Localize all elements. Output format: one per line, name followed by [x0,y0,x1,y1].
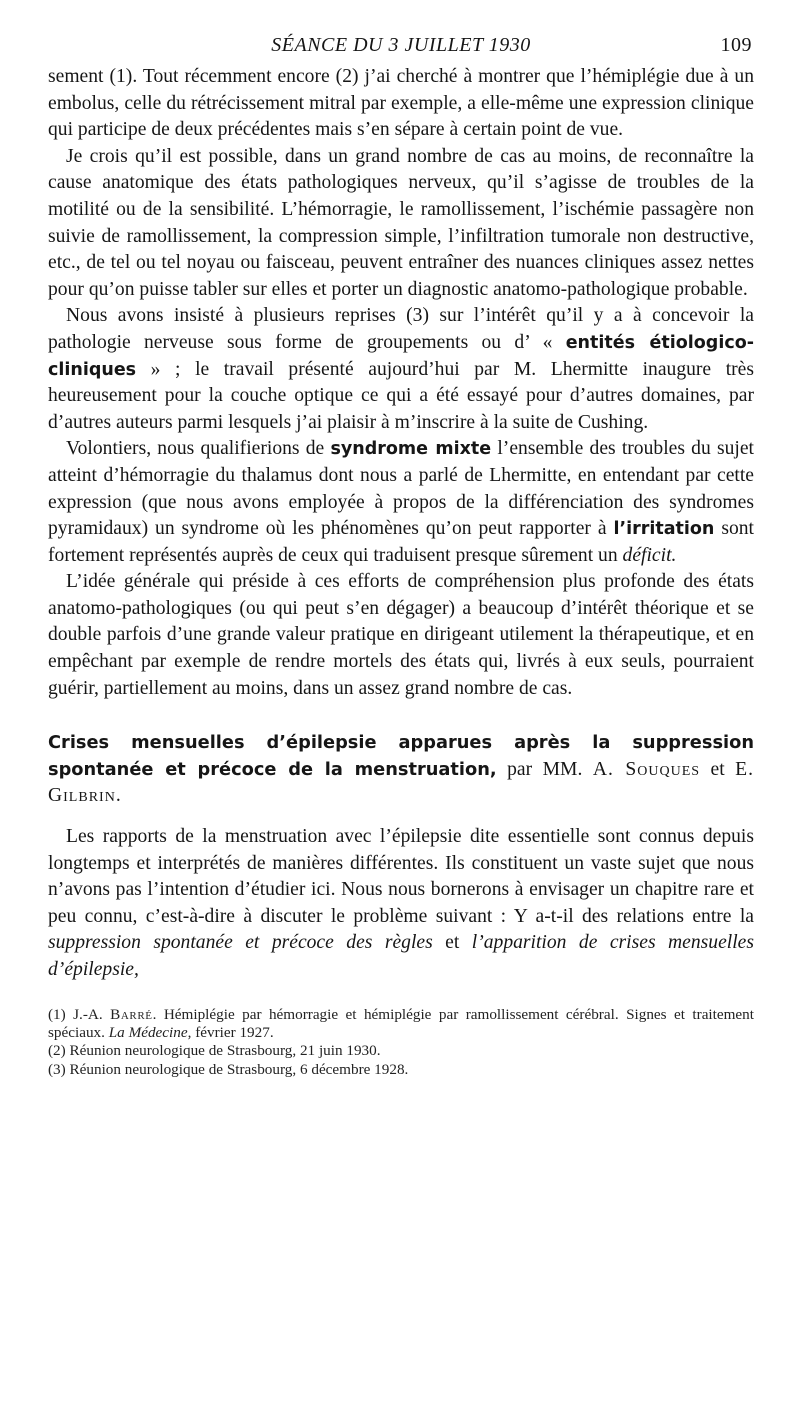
paragraph-1: sement (1). Tout récemment encore (2) j’ai cherché à montrer que l’hémiplégie due à un embolus, celle du rétrécissement mitral par exemple, a elle-même une expression clinique qui participe de deux précédentes mais s’en sépare à certain point de vue. [48,66,754,141]
footnote-1-text-a: (1) J.-A. [48,1005,111,1023]
page-number: 109 [720,34,752,56]
footnote-2: (2) Réunion neurologique de Strasbourg, 21 juin 1930. [48,1042,381,1060]
section-paragraph-1-text-a: Les rapports de la menstruation avec l’épilepsie dite essentielle sont connus depuis longtemps et interprétés de manières différentes. Ils constituent un vaste sujet que nous n’avons pas l’intention d’étudier ici. Nous nous bornerons à envisager un chapitre rare et peu connu, c’est-à-dire à discuter le problème suivant : Y a-t-il des relations entre la [48,826,754,927]
paragraph-2: Je crois qu’il est possible, dans un grand nombre de cas au moins, de reconnaître la cause anatomique des états pathologiques nerveux, qu’il s’agisse de troubles de la motilité ou de la sensibilité. L’hémorragie, le ramollissement, l’ischémie passagère non suivie de ramollissement, la compression simple, l’infiltration tumorale non destructive, etc., de tel ou tel noyau ou faisceau, peuvent entraîner des nuances cliniques assez nettes pour qu’on puisse tabler sur elles et porter un diagnostic anatomo-pathologique probable. [48,145,754,300]
author-gilbrin: E. Gilbrin [48,758,754,807]
section-paragraph-1 [48,824,754,984]
footnote-1-text-c: , février 1927. [187,1024,274,1041]
emphasis-syndrome-mixte: syndrome mixte [330,439,492,460]
running-title: SÉANCE DU 3 JUILLET 1930 [271,34,531,56]
section-title [48,730,754,810]
running-header [48,34,754,64]
emphasis-apparition: l’apparition de crises mensuelles d’épilepsie, [48,932,754,980]
footnote-1-author: Barré [110,1005,153,1023]
section-title-end: . [115,785,121,807]
emphasis-entites: entités étiologico-cliniques [48,332,754,380]
section-title-text: Crises mensuelles d’épilepsie apparues après la suppression spontanée et précoce de la menstruation, [48,732,754,780]
footnote-1-text-b: . Hémiplégie par hémorragie et hémiplégie par ramollissement cérébral. Signes et traitement spéciaux. [48,1005,754,1041]
paragraph-3 [48,303,754,436]
emphasis-deficit: déficit. [622,544,677,566]
footnote-3: (3) Réunion neurologique de Strasbourg, 6 décembre 1928. [48,1060,409,1078]
emphasis-suppression: suppression spontanée et précoce des règles [48,932,433,954]
emphasis-irritation: l’irritation [613,519,715,540]
section-and: et [700,758,736,780]
footnote-1-journal: La Médecine [108,1024,188,1041]
paragraph-5: L’idée générale qui préside à ces efforts de compréhension plus profonde des états anatomo-pathologiques (ou qui peut s’en dégager) a beaucoup d’intérêt théorique et se double parfois d’une grande valeur pratique en dirigeant utilement la thérapeutique, et en empêchant par exemple de rendre mortels des états qui, livrés à eux seuls, pourraient guérir, partiellement au moins, dans un assez grand nombre de cas. [48,571,754,699]
paragraph-4 [48,436,754,569]
section-paragraph-1-text-b: et [432,932,472,954]
paragraph-3-text-a: Nous avons insisté à plusieurs reprises (3) sur l’intérêt qu’il y a à concevoir la pathologie nerveuse sous forme de groupements ou d’ « [48,305,754,353]
paragraph-4-text-c: sont fortement représentés auprès de ceux qui traduisent presque sûrement un [48,518,754,566]
document-page [48,34,754,1079]
section-by: par MM. [496,758,593,780]
author-souques: A. Souques [592,758,701,780]
footnote-1 [48,1006,754,1043]
footnotes [48,1006,754,1080]
paragraph-3-text-b: » ; le travail présenté aujourd’hui par M. Lhermitte inaugure très heureusement pour la couche optique ce qui a été essayé pour d’autres domaines, par d’autres auteurs parmi lesquels j’ai plaisir à m’inscrire à la suite de Cushing. [48,358,754,433]
paragraph-4-text-b: l’ensemble des troubles du sujet atteint d’hémorragie du thalamus dont nous a parlé de Lhermitte, en entendant par cette expression (que nous avons employée à propos de la différenciation des syndromes pyramidaux) un syndrome où les phénomènes qu’on peut rapporter à [48,438,754,540]
communication-section [48,730,754,983]
paragraph-4-text-a: Volontiers, nous qualifierions de [66,438,331,460]
article-body [48,64,754,702]
